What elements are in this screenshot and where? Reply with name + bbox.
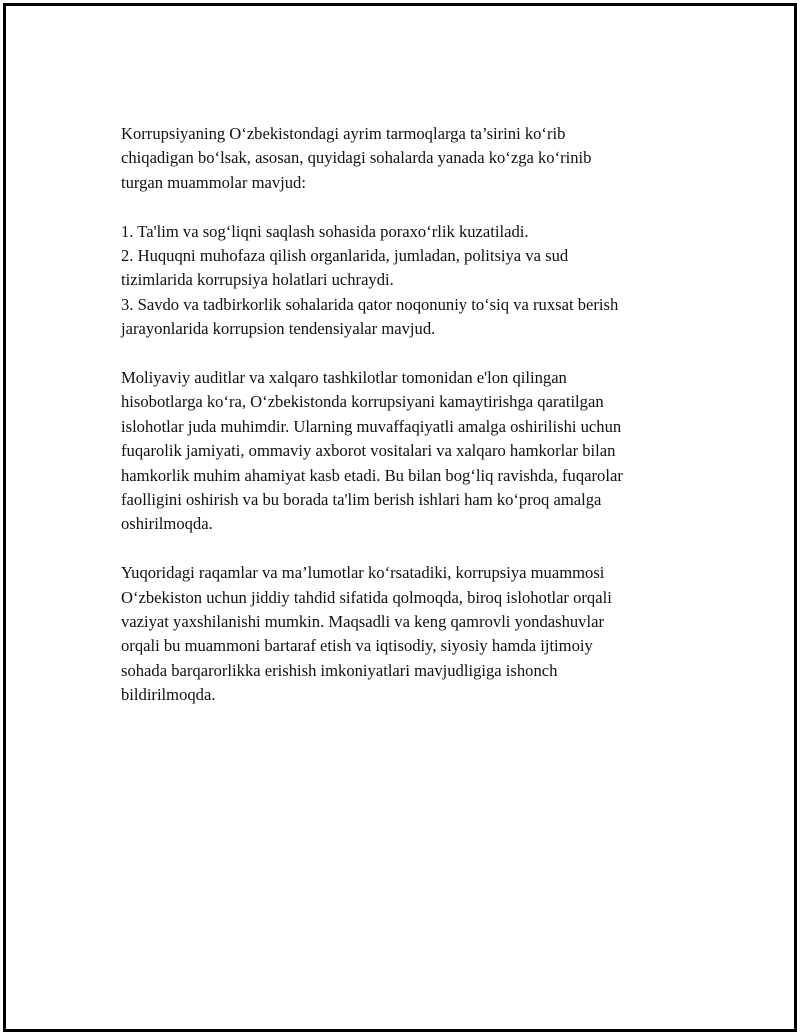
text-line: faolligini oshirish va bu borada ta'lim berish ishlari ham ko‘proq amalga bbox=[121, 490, 602, 510]
paragraph-intro bbox=[121, 122, 681, 195]
list-item-line: jarayonlarida korrupsion tendensiyalar mavjud. bbox=[121, 319, 436, 339]
list-item-line: 2. Huquqni muhofaza qilish organlarida, jumladan, politsiya va sud bbox=[121, 246, 569, 266]
text-line: Yuqoridagi raqamlar va ma’lumotlar ko‘rsatadiki, korrupsiya muammosi bbox=[121, 563, 605, 583]
text-line: hisobotlarga ko‘ra, O‘zbekistonda korrupsiyani kamaytirishga qaratilgan bbox=[121, 392, 604, 412]
text-line: O‘zbekiston uchun jiddiy tahdid sifatida qolmoqda, biroq islohotlar orqali bbox=[121, 587, 612, 607]
text-line: vaziyat yaxshilanishi mumkin. Maqsadli va keng qamrovli yondashuvlar bbox=[121, 612, 604, 632]
page-frame bbox=[3, 3, 797, 1032]
list-item-line: 3. Savdo va tadbirkorlik sohalarida qator noqonuniy to‘siq va ruxsat berish bbox=[121, 294, 619, 314]
text-line: orqali bu muammoni bartaraf etish va iqtisodiy, siyosiy hamda ijtimoiy bbox=[121, 636, 593, 656]
paragraph-list bbox=[121, 220, 681, 342]
paragraph-conclusion bbox=[121, 561, 681, 707]
list-item-line: 1. Ta'lim va sog‘liqni saqlash sohasida poraxo‘rlik kuzatiladi. bbox=[121, 221, 529, 241]
text-line: chiqadigan bo‘lsak, asosan, quyidagi sohalarda yanada ko‘zga ko‘rinib bbox=[121, 148, 592, 168]
paragraph-reforms bbox=[121, 366, 681, 537]
text-line: bildirilmoqda. bbox=[121, 685, 216, 705]
text-line: turgan muammolar mavjud: bbox=[121, 172, 306, 192]
text-line: fuqarolik jamiyati, ommaviy axborot vositalari va xalqaro hamkorlar bilan bbox=[121, 441, 616, 461]
text-line: Moliyaviy auditlar va xalqaro tashkilotlar tomonidan e'lon qilingan bbox=[121, 368, 567, 388]
document-body bbox=[121, 122, 681, 732]
list-item-line: tizimlarida korrupsiya holatlari uchraydi. bbox=[121, 270, 394, 290]
text-line: sohada barqarorlikka erishish imkoniyatlari mavjudligiga ishonch bbox=[121, 660, 558, 680]
text-line: Korrupsiyaning O‘zbekistondagi ayrim tarmoqlarga ta’sirini ko‘rib bbox=[121, 124, 566, 143]
text-line: islohotlar juda muhimdir. Ularning muvaffaqiyatli amalga oshirilishi uchun bbox=[121, 416, 622, 436]
text-line: hamkorlik muhim ahamiyat kasb etadi. Bu bilan bog‘liq ravishda, fuqarolar bbox=[121, 465, 623, 485]
text-line: oshirilmoqda. bbox=[121, 514, 213, 534]
